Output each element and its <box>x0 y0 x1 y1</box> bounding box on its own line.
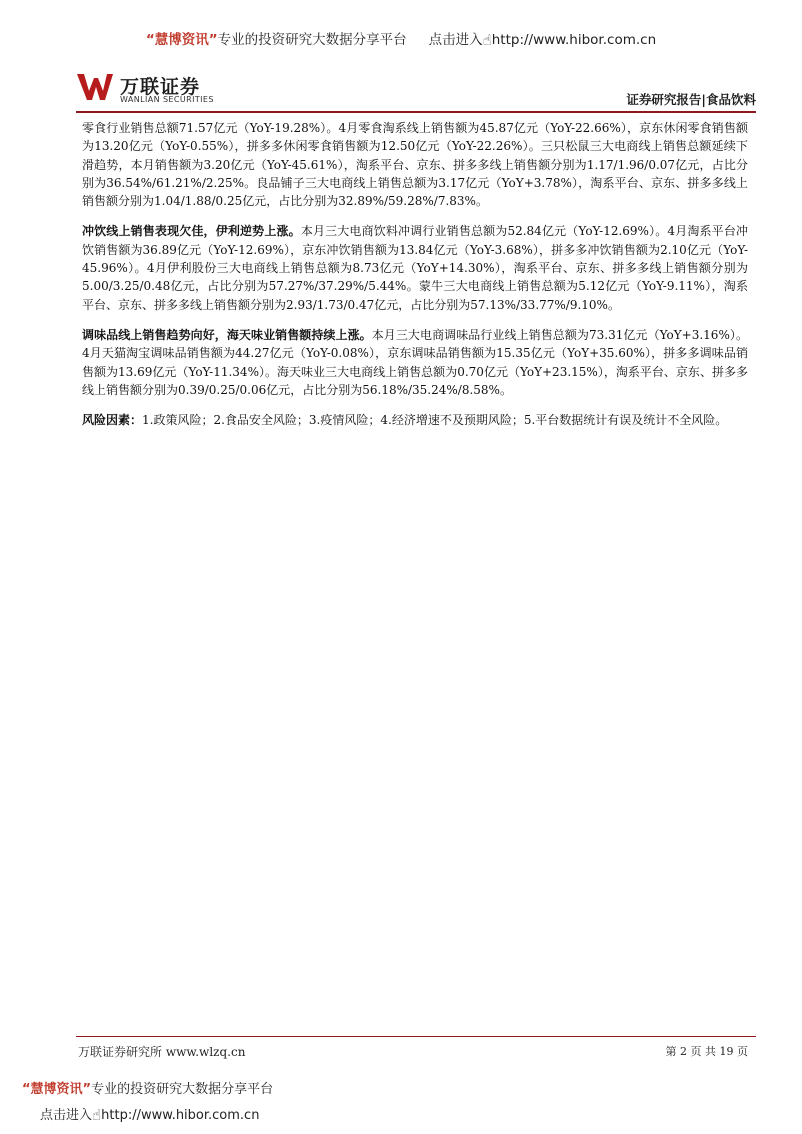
institute-website-link[interactable]: www.wlzq.cn <box>165 1045 246 1059</box>
paragraph-text: 1.政策风险；2.食品安全风险；3.疫情风险；4.经济增速不及预期风险；5.平台数据统计有误及统计不全风险。 <box>142 413 728 428</box>
banner-tagline: 专业的投资研究大数据分享平台 <box>217 32 407 48</box>
paragraph-condiments <box>82 326 748 399</box>
paragraph-risk-factors <box>82 411 748 429</box>
wanlian-w-logo-icon <box>76 72 114 102</box>
report-header <box>76 70 756 110</box>
page-number: 第 2 页 共 19 页 <box>665 1045 748 1058</box>
report-type-label: 证券研究报告|食品饮料 <box>626 92 756 107</box>
header-divider <box>76 111 756 113</box>
bottom-banner-tagline: 专业的投资研究大数据分享平台 <box>91 1082 274 1097</box>
logo-chinese-name: 万联证券 <box>120 76 201 98</box>
pointer-hand-icon: ☝ <box>482 31 492 49</box>
bottom-link-row <box>40 1104 259 1124</box>
bottom-banner <box>22 1078 273 1097</box>
paragraph-lead: 风险因素： <box>82 413 143 428</box>
paragraph-lead: 调味品线上销售趋势向好，海天味业销售额持续上涨。 <box>82 327 372 342</box>
banner-brand: “慧博资讯” <box>145 32 218 48</box>
top-banner <box>0 28 802 49</box>
footer-divider <box>76 1036 756 1037</box>
paragraph-beverages <box>82 222 748 313</box>
bottom-click-label[interactable]: 点击进入 <box>40 1108 93 1123</box>
paragraph-text: 本月三大电商饮料冲调行业销售总额为52.84亿元（YoY-12.69%）。4月淘系平台冲饮销售额为36.89亿元（YoY-12.69%），京东冲饮销售额为13.84亿元（YoY-3.68%），拼多多冲饮销售额为2.10亿元（YoY-45.96%）。4月伊利股份三大电商线上销售总额为8.73亿元（YoY+14.30%），淘系平台、京东、拼多多线上销售额分别为5.00/3.25/0.48亿元，占比分别为57.27%/37.29%/5.44%。蒙牛三大电商线上销售总额为5.12亿元（YoY-9.11%），淘系平台、京东、拼多多线上销售额分别为2.93/1.73/0.47亿元，占比分别为57.13%/33.77%/9.10%。 <box>82 224 748 312</box>
banner-url-link[interactable]: http://www.hibor.com.cn <box>491 32 657 48</box>
paragraph-text: 零食行业销售总额71.57亿元（YoY-19.28%）。4月零食淘系线上销售额为45.87亿元（YoY-22.66%），京东休闲零食销售额为13.20亿元（YoY-0.55%），拼多多休闲零食销售额为12.50亿元（YoY-22.26%）。三只松鼠三大电商线上销售总额延续下滑趋势，本月销售额为3.20亿元（YoY-45.61%），淘系平台、京东、拼多多线上销售额分别为1.17/1.96/0.07亿元，占比分别为36.54%/61.21%/2.25%。良品铺子三大电商线上销售总额为3.17亿元（YoY+3.78%），淘系平台、京东、拼多多线上销售额分别为1.04/1.88/0.25亿元，占比分别为32.89%/59.28%/7.83%。 <box>82 121 748 209</box>
paragraph-snacks <box>82 119 748 210</box>
banner-click-label[interactable]: 点击进入 <box>428 32 483 48</box>
paragraph-lead: 冲饮线上销售表现欠佳，伊利逆势上涨。 <box>82 224 301 239</box>
report-body <box>82 119 748 441</box>
pointer-hand-icon: ☝ <box>92 1106 102 1124</box>
footer-institute <box>78 1043 245 1060</box>
paragraph-text: 本月三大电商调味品行业线上销售总额为73.31亿元（YoY+3.16%）。4月天猫淘宝调味品销售额为44.27亿元（YoY-0.08%），京东调味品销售额为15.35亿元（YoY+35.60%），拼多多调味品销售额为13.69亿元（YoY-11.34%）。海天味业三大电商线上销售总额为0.70亿元（YoY+23.15%），淘系平台、京东、拼多多线上销售额分别为0.39/0.25/0.06亿元，占比分别为56.18%/35.24%/8.58%。 <box>82 327 748 397</box>
bottom-banner-brand: “慧博资讯” <box>22 1082 92 1097</box>
institute-name: 万联证券研究所 <box>78 1045 163 1059</box>
company-logo <box>76 70 246 110</box>
logo-english-name: WANLIAN SECURITIES <box>120 95 214 104</box>
bottom-url-link[interactable]: http://www.hibor.com.cn <box>101 1108 260 1123</box>
